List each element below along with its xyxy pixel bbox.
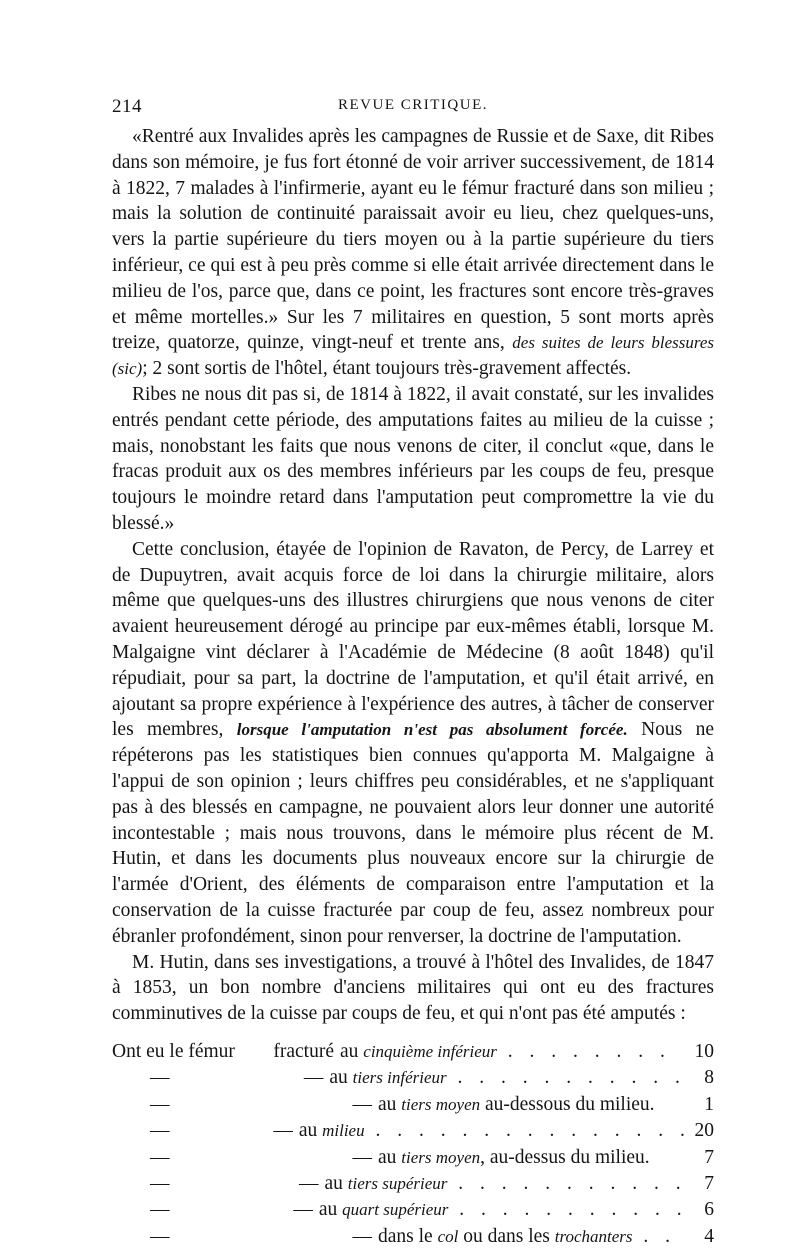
list-count: 7: [704, 1146, 714, 1168]
list-location: [323, 1065, 686, 1091]
list-col-b: —: [303, 1067, 324, 1089]
list-location: [313, 1197, 688, 1223]
list-prefix: au: [378, 1093, 402, 1115]
list-col-b: fracturé: [273, 1040, 334, 1062]
list-suffix: , au-dessus du milieu.: [480, 1146, 650, 1168]
paragraph-4: [112, 950, 714, 1027]
list-row: [112, 1092, 714, 1118]
list-prefix: au: [298, 1120, 323, 1142]
paragraph-3-segment-1: Cette conclusion, étayée de l'opinion de Ravaton, de Percy, de Larrey et de Dupuytren, avait acquis force de loi dans la chirurgie militaire, alors même que quelques-uns des illustres chirurgiens que nous venons de citer avaient heureusement dérogé au principe par eux-mêmes établi, lorsque M. Malgaigne vint déclarer à l'Académie de Médecine (8 août 1848) qu'il répudiait, pour sa part, la doctrine de l'amputation, et qu'il était arrivé, en ajoutant sa propre expérience à l'expérience des autres, à tâcher de conserver les membres,: [112, 538, 714, 741]
dot-leader: . . . . . . . . . . .: [448, 1199, 688, 1221]
list-col-b: —: [352, 1146, 372, 1168]
paragraph-1-segment-3: ; 2 sont sortis de l'hôtel, étant toujours très-gravement affectés.: [142, 358, 632, 380]
paragraph-4-segment-1: M. Hutin, dans ses investigations, a trouvé à l'hôtel des Invalides, de 1847 à 1853, un bon nombre d'anciens militaires qui ont eu des fractures comminutives de la cuisse par coups de feu, et qui n'ont pas été amputés :: [112, 951, 714, 1025]
paragraph-1-segment-2: des suites de leurs blessures (sic): [112, 333, 714, 379]
fracture-list: [112, 1039, 714, 1250]
list-col-a: —: [150, 1199, 170, 1221]
list-row: [112, 1039, 714, 1065]
list-count: 7: [704, 1172, 714, 1194]
list-prefix: au: [318, 1199, 343, 1221]
list-row: [112, 1145, 714, 1171]
list-location: [319, 1171, 687, 1197]
list-prefix: au: [324, 1172, 348, 1194]
list-location: [293, 1118, 691, 1144]
list-row: [112, 1197, 714, 1223]
list-row: [112, 1065, 714, 1091]
list-count: 6: [704, 1199, 715, 1221]
list-prefix: au: [329, 1067, 353, 1089]
paragraph-3-segment-3: Nous ne répéterons pas les statistiques bien connues qu'apporta M. Malgaigne à l'appui de son opinion ; leurs chiffres peu considérables, et ne s'appliquant pas à des blessés en campagne, ne pouvaient alors leur donner une autorité incontestable ; mais nous trouvons, dans le mémoire plus récent de M. Hutin, et dans les documents plus nouveaux encore sur la chirurgie de l'armée d'Orient, des éléments de comparaison entre l'amputation et la conservation de la cuisse fracturée par coup de feu, assez nombreux pour ébranler profondément, sinon pour renverser, la doctrine de l'amputation.: [112, 719, 714, 947]
list-col-b: —: [352, 1225, 372, 1247]
list-location: [372, 1145, 678, 1171]
list-col-a: —: [150, 1067, 170, 1089]
list-location-name: tiers moyen: [401, 1147, 481, 1167]
list-row: [112, 1224, 714, 1250]
dot-leader: . . . . . . . . . . .: [446, 1067, 686, 1089]
list-location-name: quart supérieur: [342, 1200, 449, 1220]
list-col-a: —: [150, 1093, 170, 1115]
list-prefix: au: [340, 1040, 364, 1062]
paragraph-3: [112, 537, 714, 950]
list-location: [372, 1092, 678, 1118]
list-col-a: —: [150, 1120, 170, 1142]
list-location-name: milieu: [322, 1121, 365, 1141]
list-suffix: ou dans les: [458, 1225, 555, 1247]
list-count: 10: [694, 1040, 714, 1062]
list-col-a: —: [150, 1146, 170, 1168]
list-suffix-italic: trochanters: [554, 1226, 633, 1246]
list-prefix: dans le: [378, 1225, 438, 1247]
page-number: 214: [112, 96, 142, 117]
list-row: [112, 1118, 714, 1144]
list-prefix: au: [378, 1146, 402, 1168]
list-location-name: tiers supérieur: [347, 1173, 448, 1193]
list-col-a: —: [150, 1225, 170, 1247]
list-location: [334, 1039, 678, 1065]
dot-leader: . . . . . . . . . . .: [447, 1172, 687, 1194]
body-text: [112, 124, 714, 1027]
list-location-name: cinquième inférieur: [363, 1041, 497, 1061]
list-col-b: —: [299, 1172, 319, 1194]
paragraph-2: [112, 382, 714, 537]
dot-leader: . . . . . . . . . . . . . . .: [364, 1120, 691, 1142]
list-col-a: Ont eu le fémur: [112, 1040, 235, 1062]
dot-leader: . .: [632, 1225, 677, 1247]
list-count: 20: [694, 1120, 714, 1142]
list-count: 1: [704, 1093, 714, 1115]
paragraph-3-segment-2: lorsque l'amputation n'est pas absolument forcée.: [236, 720, 628, 740]
list-col-b: —: [352, 1093, 372, 1115]
dot-leader: . . . . . . . .: [496, 1040, 671, 1062]
running-title: REVUE CRITIQUE.: [338, 97, 488, 113]
list-row: [112, 1171, 714, 1197]
list-location-name: tiers inférieur: [352, 1068, 447, 1088]
list-location-name: tiers moyen: [401, 1094, 481, 1114]
paragraph-1-segment-1: «Rentré aux Invalides après les campagnes de Russie et de Saxe, dit Ribes dans son mémoire, je fus fort étonné de voir arriver successivement, de 1814 à 1822, 7 malades à l'infirmerie, ayant eu le fémur fracturé dans son milieu ; mais la solution de continuité paraissait avoir eu lieu, chez quelques-uns, vers la partie supérieure du tiers moyen ou à la partie supérieure du tiers inférieur, ce qui est à peu près comme si elle était arrivée directement dans le milieu de l'os, parce que, dans ce point, les fractures sont encore très-graves et même mortelles.» Sur les 7 militaires en question, 5 sont morts après treize, quatorze, quinze, vingt-neuf et trente ans,: [112, 126, 714, 354]
list-count: 8: [704, 1067, 714, 1089]
list-count: 4: [704, 1225, 714, 1247]
list-col-b: —: [293, 1199, 313, 1221]
list-col-a: —: [150, 1172, 170, 1194]
paragraph-1: [112, 124, 714, 382]
list-suffix: au-dessous du milieu.: [480, 1093, 655, 1115]
running-head: [112, 96, 714, 124]
paragraph-2-segment-1: Ribes ne nous dit pas si, de 1814 à 1822, il avait constaté, sur les invalides entrés pendant cette période, des amputations faites au milieu de la cuisse ; mais, nonobstant les faits que nous venons de citer, il conclut «que, dans le fracas produit aux os des membres inférieurs par les coups de feu, presque toujours le moindre retard dans l'amputation peut compromettre la vie du blessé.»: [112, 383, 714, 534]
list-location: [372, 1224, 678, 1250]
list-col-b: —: [273, 1120, 293, 1142]
list-location-name: col: [437, 1226, 459, 1246]
